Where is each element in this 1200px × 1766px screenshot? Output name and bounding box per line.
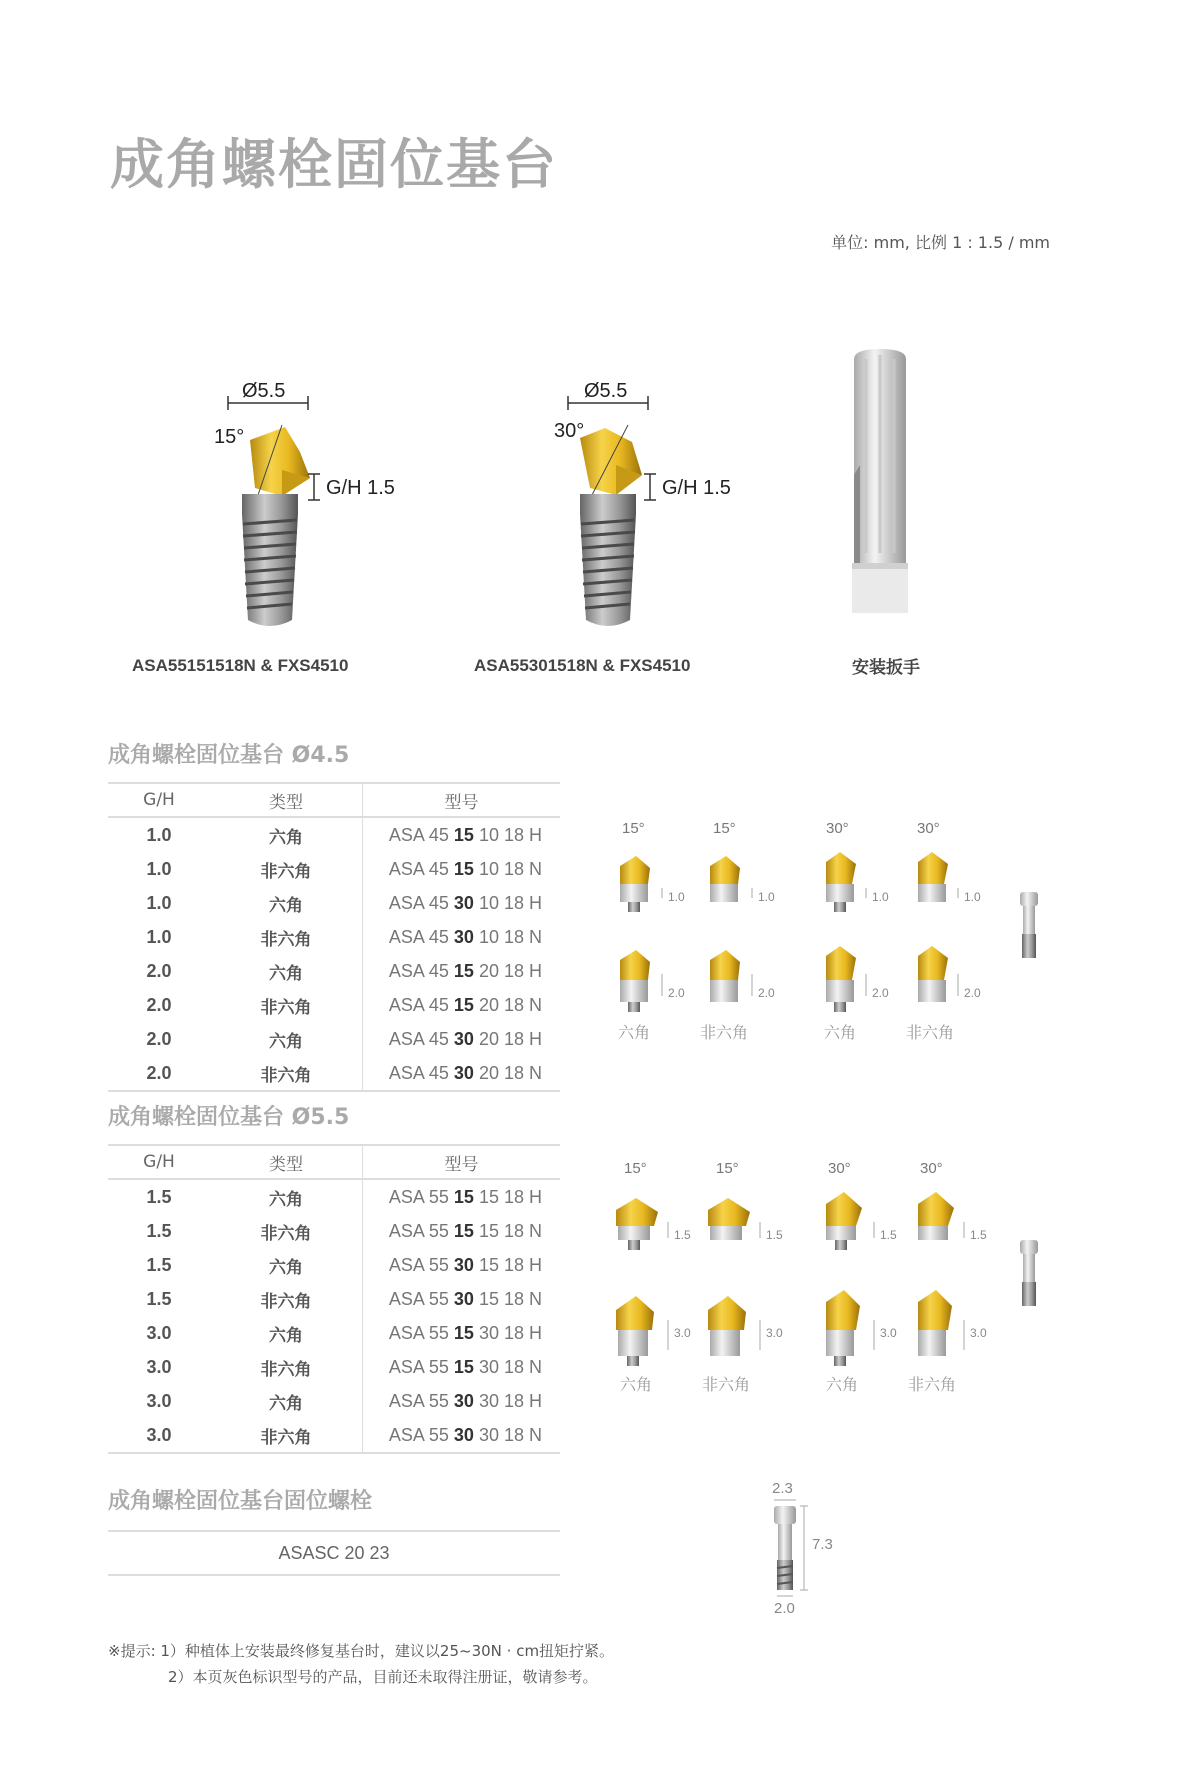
header-model: 型号 — [363, 783, 561, 817]
angle-label: 15° — [713, 820, 736, 837]
cell-type: 六角 — [210, 1022, 363, 1056]
model-prefix: ASA 55 — [388, 1390, 449, 1411]
cell-gh: 1.0 — [146, 858, 172, 879]
implant-30-illustration — [550, 370, 770, 640]
model-prefix: ASA 55 — [388, 1186, 449, 1207]
cell-type: 六角 — [210, 1316, 363, 1350]
angle-label: 30° — [920, 1160, 943, 1177]
cell-model — [363, 954, 561, 988]
height-label: 2.0 — [668, 986, 685, 1000]
type-label: 非六角 — [700, 1023, 749, 1042]
cell-type: 非六角 — [210, 1056, 363, 1091]
implant-figure-30 — [550, 370, 770, 640]
cell-gh: 3.0 — [146, 1390, 172, 1411]
height-label: 1.0 — [758, 890, 775, 904]
header-type: 类型 — [210, 783, 363, 817]
model-angle: 30 — [453, 1254, 474, 1275]
model-angle: 15 — [453, 1356, 474, 1377]
product-caption — [132, 656, 348, 676]
model-suffix: 20 18 H — [478, 1028, 542, 1049]
header-gh: G/H — [108, 783, 210, 817]
model-angle: 30 — [453, 1390, 474, 1411]
model-suffix: 15 18 N — [478, 1288, 542, 1309]
model-prefix: ASA 45 — [388, 994, 449, 1015]
height-label: 1.0 — [872, 890, 889, 904]
model-prefix: ASA 45 — [388, 858, 449, 879]
cell-type: 非六角 — [210, 1350, 363, 1384]
angle-label: 15° — [214, 426, 245, 448]
screw-code: FXS4510 — [277, 656, 349, 675]
product-code: ASA55301518N — [474, 656, 598, 675]
model-prefix: ASA 45 — [388, 926, 449, 947]
angle-label: 15° — [716, 1160, 739, 1177]
angle-label: 30° — [554, 420, 585, 442]
cell-model — [363, 1282, 561, 1316]
section-title-45: 成角螺栓固位基台 Ø4.5 — [108, 743, 350, 768]
model-angle: 30 — [453, 926, 474, 947]
cell-gh: 1.5 — [146, 1186, 172, 1207]
model-prefix: ASA 55 — [388, 1356, 449, 1377]
cell-type: 六角 — [210, 817, 363, 852]
model-angle: 15 — [453, 994, 474, 1015]
model-prefix: ASA 45 — [388, 1062, 449, 1083]
model-suffix: 10 18 H — [478, 824, 542, 845]
model-suffix: 15 18 H — [478, 1254, 542, 1275]
spec-table-45 — [108, 782, 560, 1092]
cell-gh: 2.0 — [146, 960, 172, 981]
model-suffix: 10 18 N — [478, 926, 542, 947]
angle-label: 15° — [624, 1160, 647, 1177]
model-suffix: 30 18 H — [478, 1322, 542, 1343]
model-suffix: 30 18 N — [478, 1356, 542, 1377]
cell-model — [363, 1248, 561, 1282]
height-label: 1.5 — [674, 1228, 691, 1242]
wrench-figure — [840, 345, 920, 620]
ampersand: & — [260, 656, 273, 675]
table-body-55 — [108, 1179, 560, 1453]
model-suffix: 20 18 N — [478, 1062, 542, 1083]
height-label: 1.5 — [880, 1228, 897, 1242]
height-label: 1.0 — [668, 890, 685, 904]
model-angle: 30 — [453, 1424, 474, 1445]
model-suffix: 30 18 N — [478, 1424, 542, 1445]
spec-table-55 — [108, 1144, 560, 1454]
note-1: ※提示: 1）种植体上安装最终修复基台时，建议以25~30N · cm扭矩拧紧。 — [108, 1642, 615, 1660]
model-suffix: 15 18 N — [478, 1220, 542, 1241]
cell-type: 六角 — [210, 954, 363, 988]
implant-figure-15 — [210, 370, 430, 640]
cell-model — [363, 1418, 561, 1453]
cell-type: 非六角 — [210, 1282, 363, 1316]
height-label: 3.0 — [880, 1326, 897, 1340]
table-row — [108, 988, 560, 1022]
header-model: 型号 — [363, 1145, 561, 1179]
cell-type: 非六角 — [210, 852, 363, 886]
screw-dimension-figure — [760, 1476, 860, 1626]
cell-type: 六角 — [210, 886, 363, 920]
section-title-screw: 成角螺栓固位基台固位螺栓 — [108, 1489, 373, 1514]
cell-model — [363, 1022, 561, 1056]
abutment-grid-45 — [600, 820, 1020, 1050]
implant-15-illustration — [210, 370, 430, 640]
cell-model — [363, 1056, 561, 1091]
model-angle: 30 — [453, 1028, 474, 1049]
table-row — [108, 886, 560, 920]
notes — [108, 1638, 614, 1690]
cell-model — [363, 988, 561, 1022]
abutment-thumbnails — [600, 1180, 1020, 1370]
type-label: 六角 — [618, 1023, 651, 1042]
angle-label: 30° — [917, 820, 940, 837]
cell-model — [363, 1179, 561, 1214]
screw-model: ASASC 20 23 — [108, 1530, 560, 1576]
cell-model — [363, 1316, 561, 1350]
type-label: 六角 — [620, 1375, 653, 1394]
model-prefix: ASA 55 — [388, 1220, 449, 1241]
height-label: 1.0 — [964, 890, 981, 904]
model-prefix: ASA 45 — [388, 892, 449, 913]
table-row — [108, 817, 560, 852]
table-row — [108, 1056, 560, 1091]
model-angle: 30 — [453, 892, 474, 913]
cell-model — [363, 1214, 561, 1248]
model-angle: 15 — [453, 1186, 474, 1207]
table-row — [108, 1248, 560, 1282]
dim-side: 7.3 — [812, 1536, 833, 1553]
cell-type: 非六角 — [210, 1214, 363, 1248]
cell-gh: 3.0 — [108, 1418, 210, 1453]
diameter-label: Ø5.5 — [584, 380, 628, 402]
table-row — [108, 1316, 560, 1350]
abutment-thumbnails — [600, 840, 1020, 1020]
unit-note: 单位: mm, 比例 1 : 1.5 / mm — [831, 233, 1050, 252]
model-suffix: 15 18 H — [478, 1186, 542, 1207]
model-suffix: 20 18 H — [478, 960, 542, 981]
cell-gh: 1.0 — [146, 824, 172, 845]
wrench-caption: 安装扳手 — [852, 658, 920, 677]
gh-label: G/H 1.5 — [662, 477, 731, 499]
table-row — [108, 1384, 560, 1418]
table-row — [108, 1022, 560, 1056]
cell-gh: 2.0 — [146, 1028, 172, 1049]
type-label: 非六角 — [908, 1375, 957, 1394]
header-type: 类型 — [210, 1145, 363, 1179]
model-angle: 15 — [453, 858, 474, 879]
dim-top: 2.3 — [772, 1480, 793, 1497]
model-prefix: ASA 45 — [388, 1028, 449, 1049]
cell-model — [363, 1350, 561, 1384]
cell-gh: 2.0 — [108, 1056, 210, 1091]
cell-type: 六角 — [210, 1179, 363, 1214]
table-row — [108, 1282, 560, 1316]
cell-gh: 2.0 — [146, 994, 172, 1015]
type-label: 非六角 — [906, 1023, 955, 1042]
note-2: 2）本页灰色标识型号的产品，目前还未取得注册证，敬请参考。 — [168, 1668, 598, 1686]
cell-type: 非六角 — [210, 988, 363, 1022]
cell-gh: 1.0 — [146, 926, 172, 947]
table-row — [108, 1350, 560, 1384]
model-suffix: 10 18 H — [478, 892, 542, 913]
table-row — [108, 954, 560, 988]
model-angle: 15 — [453, 1220, 474, 1241]
cell-type: 非六角 — [210, 920, 363, 954]
row2 — [616, 1290, 952, 1366]
cell-model — [363, 1384, 561, 1418]
model-prefix: ASA 55 — [388, 1288, 449, 1309]
page-title: 成角螺栓固位基台 — [110, 133, 558, 196]
cell-gh: 1.5 — [146, 1220, 172, 1241]
table-body-45 — [108, 817, 560, 1091]
model-prefix: ASA 55 — [388, 1254, 449, 1275]
header-gh: G/H — [108, 1145, 210, 1179]
height-label: 1.5 — [970, 1228, 987, 1242]
model-angle: 30 — [453, 1062, 474, 1083]
table-row — [108, 852, 560, 886]
type-label: 非六角 — [702, 1375, 751, 1394]
height-label: 2.0 — [758, 986, 775, 1000]
model-prefix: ASA 45 — [388, 960, 449, 981]
screw-illustration-55 — [1016, 1238, 1042, 1310]
model-suffix: 20 18 N — [478, 994, 542, 1015]
dim-bottom: 2.0 — [774, 1600, 795, 1617]
angle-label: 30° — [828, 1160, 851, 1177]
table-row — [108, 1418, 560, 1453]
model-angle: 30 — [453, 1288, 474, 1309]
cell-model — [363, 817, 561, 852]
height-label: 2.0 — [964, 986, 981, 1000]
model-angle: 15 — [453, 824, 474, 845]
cell-gh: 3.0 — [146, 1356, 172, 1377]
angle-label: 15° — [622, 820, 645, 837]
cell-model — [363, 852, 561, 886]
screw-illustration-45 — [1016, 890, 1042, 962]
model-angle: 15 — [453, 1322, 474, 1343]
ampersand: & — [602, 656, 615, 675]
screw-code: FXS4510 — [619, 656, 691, 675]
row2 — [620, 946, 948, 1012]
type-label: 六角 — [824, 1023, 857, 1042]
height-label: 3.0 — [970, 1326, 987, 1340]
table-row — [108, 920, 560, 954]
cell-type: 六角 — [210, 1384, 363, 1418]
section-title-55: 成角螺栓固位基台 Ø5.5 — [108, 1105, 350, 1130]
type-label: 六角 — [826, 1375, 859, 1394]
model-suffix: 10 18 N — [478, 858, 542, 879]
height-label: 3.0 — [674, 1326, 691, 1340]
cell-gh: 3.0 — [146, 1322, 172, 1343]
height-label: 2.0 — [872, 986, 889, 1000]
model-prefix: ASA 55 — [388, 1322, 449, 1343]
table-row — [108, 1214, 560, 1248]
abutment-grid-55 — [600, 1160, 1020, 1400]
model-prefix: ASA 55 — [388, 1424, 449, 1445]
product-code: ASA55151518N — [132, 656, 256, 675]
model-prefix: ASA 45 — [388, 824, 449, 845]
gh-label: G/H 1.5 — [326, 477, 395, 499]
row1 — [616, 1192, 954, 1250]
table-row — [108, 1179, 560, 1214]
cell-type: 非六角 — [210, 1418, 363, 1453]
height-label: 3.0 — [766, 1326, 783, 1340]
cell-type: 六角 — [210, 1248, 363, 1282]
cell-gh: 1.0 — [146, 892, 172, 913]
cell-model — [363, 920, 561, 954]
model-angle: 15 — [453, 960, 474, 981]
cell-gh: 1.5 — [146, 1254, 172, 1275]
model-suffix: 30 18 H — [478, 1390, 542, 1411]
wrench-illustration — [840, 345, 920, 620]
cell-model — [363, 886, 561, 920]
product-caption — [474, 656, 690, 676]
diameter-label: Ø5.5 — [242, 380, 286, 402]
height-label: 1.5 — [766, 1228, 783, 1242]
cell-gh: 1.5 — [146, 1288, 172, 1309]
angle-label: 30° — [826, 820, 849, 837]
